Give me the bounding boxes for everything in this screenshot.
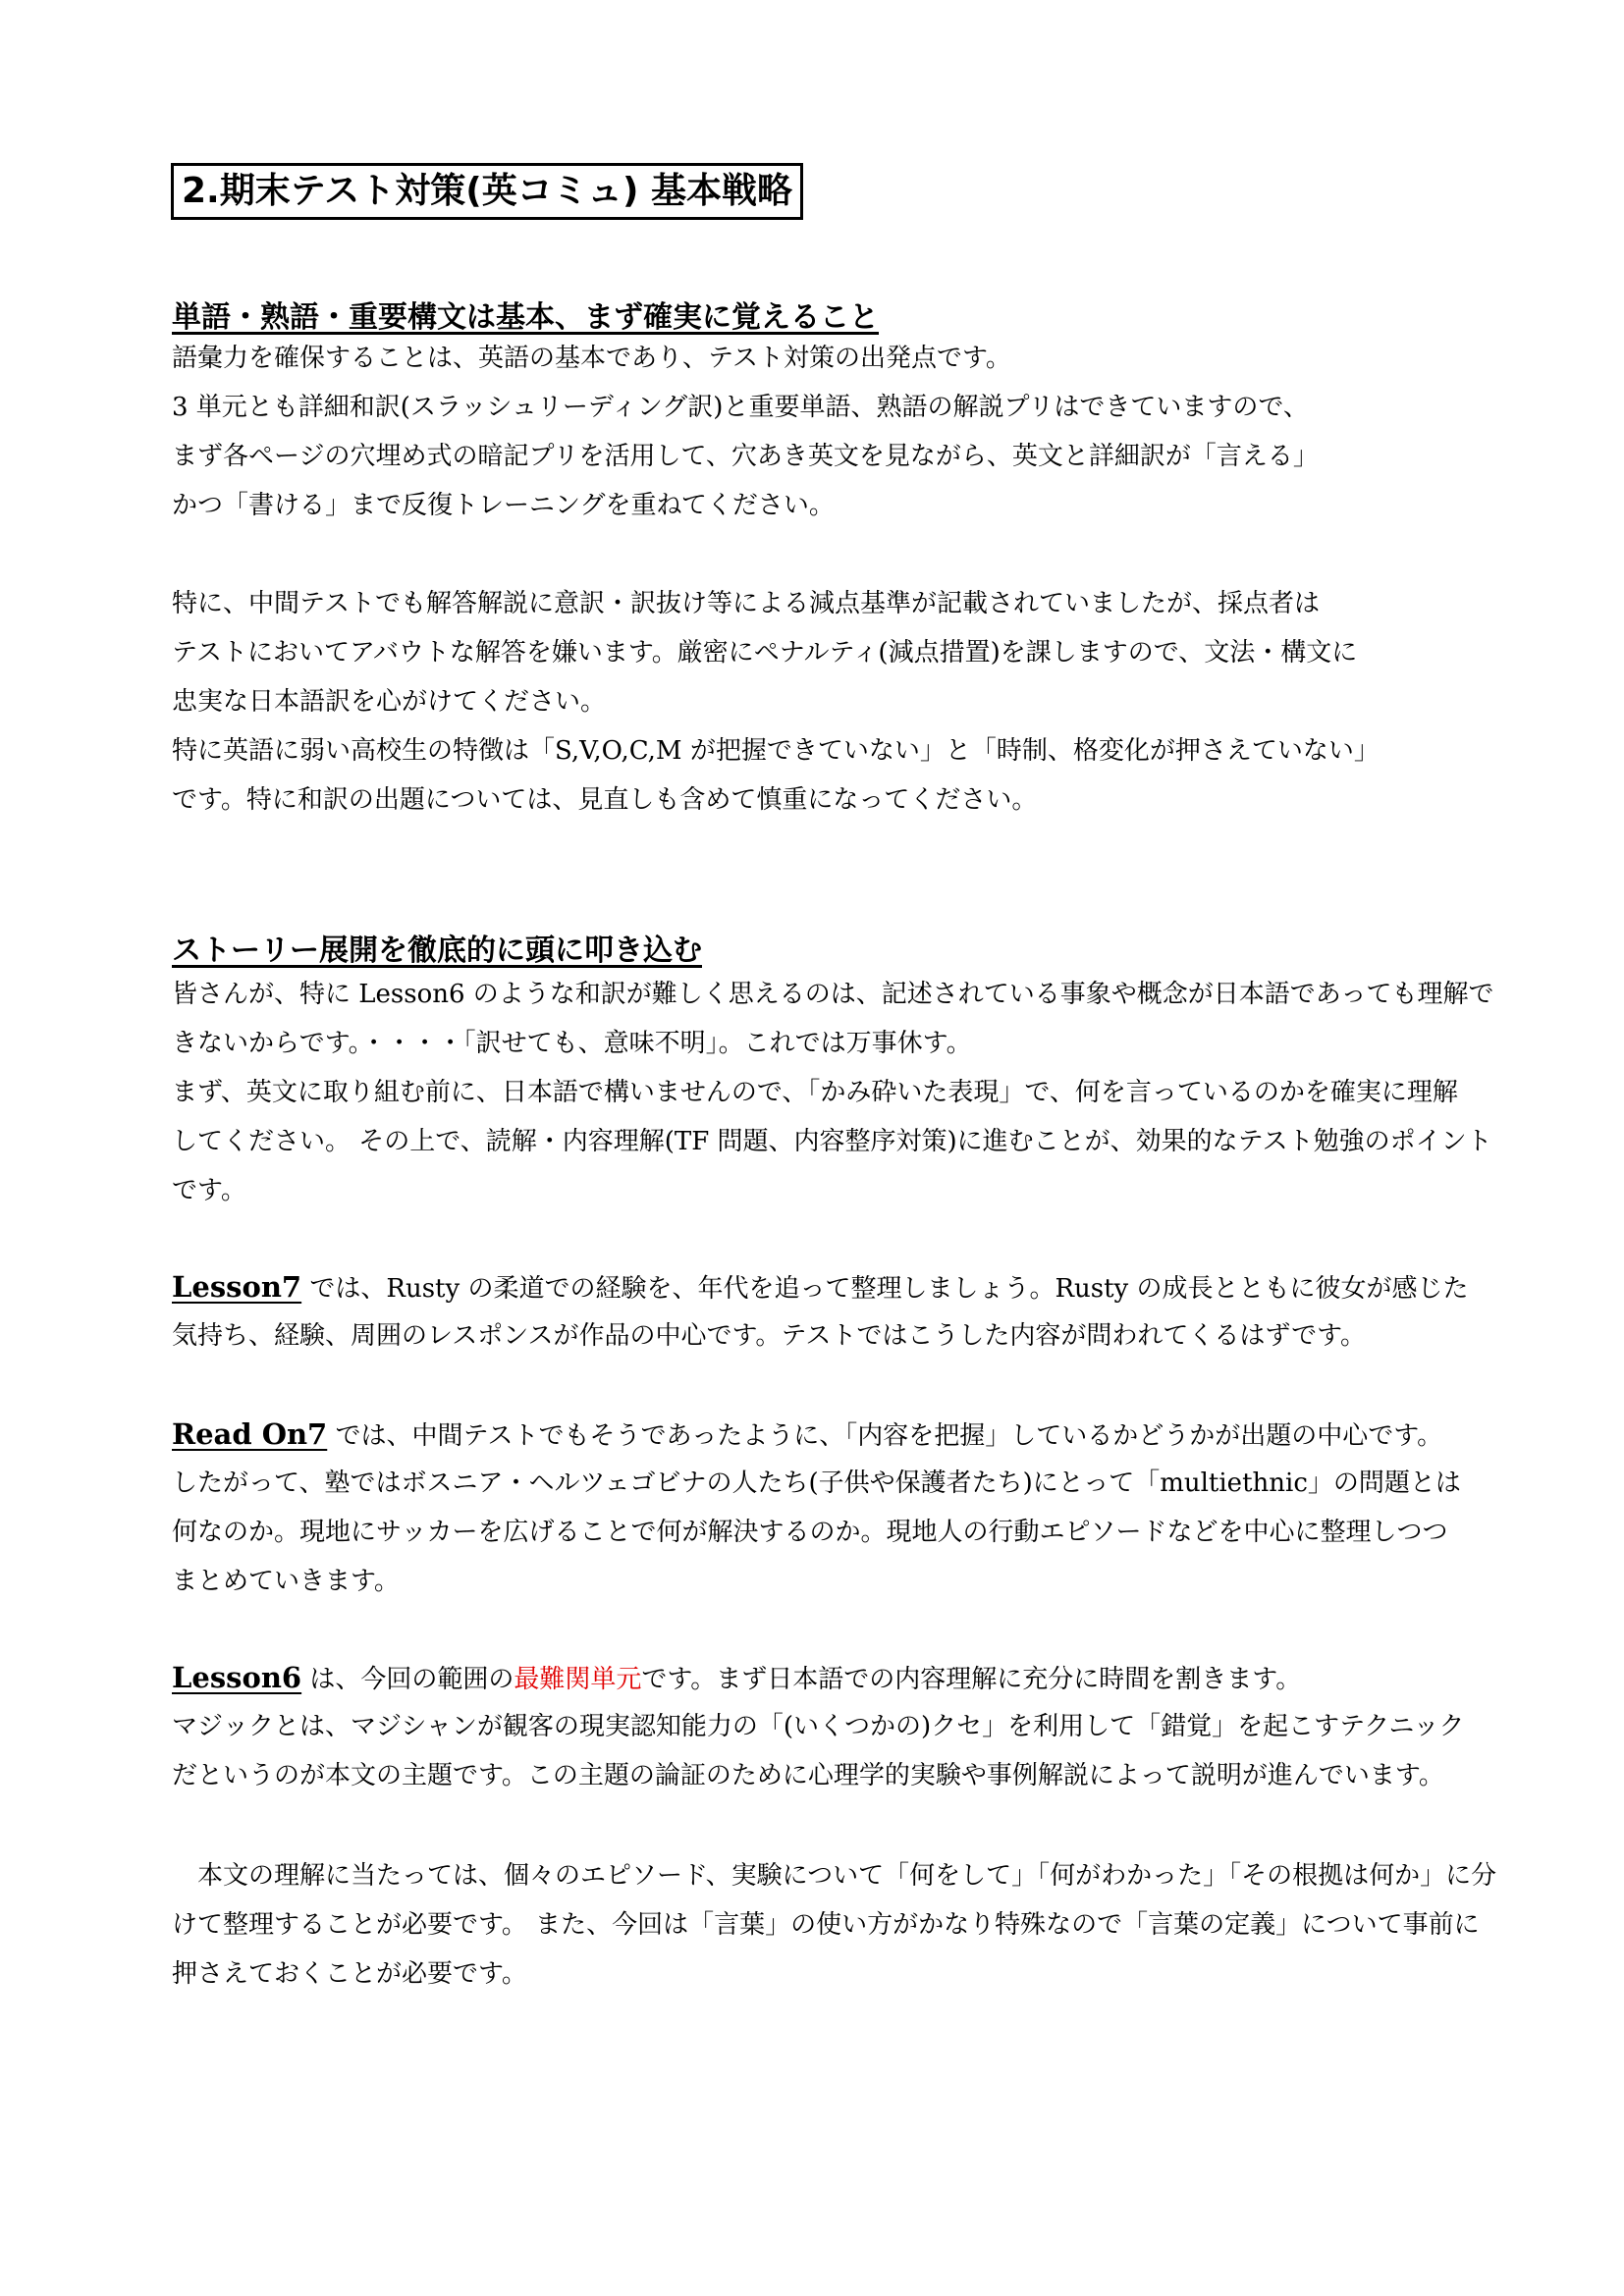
paragraph-line: かつ「書ける」まで反復トレーニングを重ねてください。 — [172, 491, 835, 520]
paragraph-line: 特に英語に弱い高校生の特徴は「S,V,O,C,M が把握できていない」と「時制、格変化が押さえていない」 — [172, 736, 1380, 766]
paragraph-line: だというのが本文の主題です。この主題の論証のために心理学的実験や事例解説によって説明が進んでいます。 — [172, 1761, 1444, 1790]
paragraph-line: 語彙力を確保することは、英語の基本であり、テスト対策の出発点です。 — [172, 344, 1011, 373]
paragraph-line: 何なのか。現地にサッカーを広げることで何が解決するのか。現地人の行動エピソードなどを中心に整理しつつ — [172, 1518, 1448, 1547]
lesson6-highlight: 最難関単元 — [514, 1665, 642, 1694]
paragraph-line: してください。 その上で、読解・内容理解(TF 問題、内容整序対策)に進むことが、効果的なテスト勉強のポイント — [172, 1127, 1492, 1156]
paragraph-line: まず各ページの穴埋め式の暗記プリを活用して、穴あき英文を見ながら、英文と詳細訳が「言える」 — [172, 442, 1319, 471]
lesson6-text-pre: は、今回の範囲の — [301, 1665, 514, 1694]
paragraph-line: 3 単元とも詳細和訳(スラッシュリーディング訳)と重要単語、熟語の解説プリはできていますので、 — [172, 393, 1309, 422]
paragraph-line: です。特に和訳の出題については、見直しも含めて慎重になってください。 — [172, 785, 1038, 815]
paragraph-line: きないからです。・・・・「訳せても、意味不明」。これでは万事休す。 — [172, 1029, 972, 1058]
paragraph-line: 本文の理解に当たっては、個々のエピソード、実験について「何をして」「何がわかった」「その根拠は何か」に分 — [172, 1861, 1497, 1891]
paragraph-line: けて整理することが必要です。 また、今回は「言葉」の使い方がかなり特殊なので「言葉の定義」について事前に — [172, 1910, 1480, 1940]
paragraph-line: まず、英文に取り組む前に、日本語で構いませんので、「かみ砕いた表現」で、何を言っているのかを確実に理解 — [172, 1078, 1458, 1107]
readon7-label: Read On7 — [172, 1417, 328, 1451]
paragraph-line: 忠実な日本語訳を心がけてください。 — [172, 687, 607, 717]
lesson6-label: Lesson6 — [172, 1661, 302, 1694]
paragraph-line: 特に、中間テストでも解答解説に意訳・訳抜け等による減点基準が記載されていましたが、採点者は — [172, 589, 1320, 618]
lesson6-paragraph-line — [172, 1660, 1301, 1697]
paragraph-line: 気持ち、経験、周囲のレスポンスが作品の中心です。テストではこうした内容が問われてくるはずです。 — [172, 1321, 1367, 1351]
lesson6-text-post: です。まず日本語での内容理解に充分に時間を割きます。 — [641, 1665, 1302, 1694]
lesson7-label: Lesson7 — [172, 1270, 302, 1304]
paragraph-line: まとめていきます。 — [172, 1567, 400, 1596]
paragraph-line: テストにおいてアバウトな解答を嫌います。厳密にペナルティ(減点措置)を課しますので、文法・構文に — [172, 638, 1358, 667]
paragraph-line: マジックとは、マジシャンが観客の現実認知能力の「(いくつかの)クセ」を利用して「錯覚」を起こすテクニック — [172, 1712, 1465, 1741]
paragraph-line: 皆さんが、特に Lesson6 のような和訳が難しく思えるのは、記述されている事象や概念が日本語であっても理解で — [172, 980, 1494, 1009]
paragraph-line: です。 — [172, 1176, 246, 1205]
readon7-text: では、中間テストでもそうであったように、「内容を把握」しているかどうかが出題の中心です。 — [327, 1421, 1443, 1451]
paragraph-line: したがって、塾ではボスニア・ヘルツェゴビナの人たち(子供や保護者たち)にとって「multiethnic」の問題とは — [172, 1468, 1461, 1498]
section2-heading: ストーリー展開を徹底的に頭に叩き込む — [172, 934, 702, 968]
page-title: 2.期末テスト対策(英コミュ) 基本戦略 — [171, 163, 803, 220]
paragraph-line: 押さえておくことが必要です。 — [172, 1959, 527, 1989]
lesson7-paragraph-line — [172, 1269, 1469, 1307]
section1-heading: 単語・熟語・重要構文は基本、まず確実に覚えること — [172, 300, 879, 335]
lesson7-text: では、Rusty の柔道での経験を、年代を追って整理しましょう。Rusty の成長とともに彼女が感じた — [301, 1274, 1469, 1304]
readon7-paragraph-line — [172, 1416, 1442, 1454]
